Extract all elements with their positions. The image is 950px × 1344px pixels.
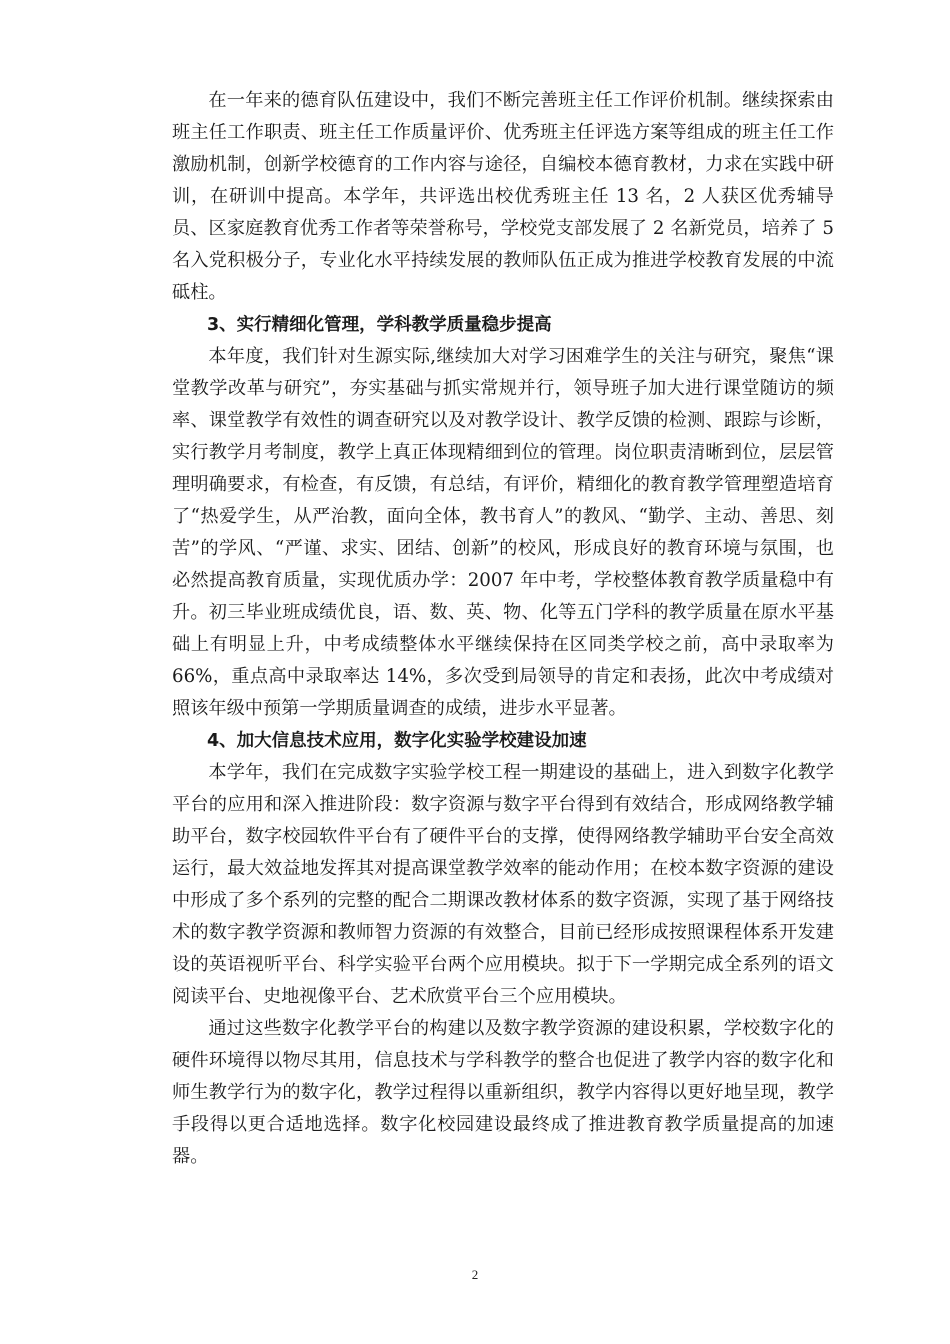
- paragraph-moral-team: 在一年来的德育队伍建设中，我们不断完善班主任工作评价机制。继续探索由班主任工作职责、班主任工作质量评价、优秀班主任评选方案等组成的班主任工作激励机制，创新学校德育的工作内容与途径，自编校本德育教材，力求在实践中研训，在研训中提高。本学年，共评选出校优秀班主任 13 名，2 人获区优秀辅导员、区家庭教育优秀工作者等荣誉称号，学校党支部发展了 2 名新党员，培养了 5 名入党积极分子，专业化水平持续发展的教师队伍正成为推进学校教育发展的中流砥柱。: [172, 90, 834, 303]
- paragraph-digital-platform: 本学年，我们在完成数字实验学校工程一期建设的基础上，进入到数字化教学平台的应用和深入推进阶段：数字资源与数字平台得到有效结合，形成网络教学辅助平台，数字校园软件平台有了硬件平台的支撑，使得网络教学辅助平台安全高效运行，最大效益地发挥其对提高课堂教学效率的能动作用；在校本数字资源的建设中形成了多个系列的完整的配合二期课改教材体系的数字资源，实现了基于网络技术的数字教学资源和教师智力资源的有效整合，目前已经形成按照课程体系开发建设的英语视听平台、科学实验平台两个应用模块。拟于下一学期完成全系列的语文阅读平台、史地视像平台、艺术欣赏平台三个应用模块。: [172, 762, 834, 1007]
- section-heading-4: 4、加大信息技术应用，数字化实验学校建设加速: [207, 731, 587, 751]
- section-heading-3: 3、实行精细化管理，学科教学质量稳步提高: [207, 315, 552, 335]
- page-number: 2: [471, 1267, 479, 1282]
- paragraph-digital-campus: 通过这些数字化教学平台的构建以及数字教学资源的建设积累，学校数字化的硬件环境得以物尽其用，信息技术与学科教学的整合也促进了教学内容的数字化和师生教学行为的数字化，教学过程得以重新组织，教学内容得以更好地呈现，教学手段得以更合适地选择。数字化校园建设最终成了推进教育教学质量提高的加速器。: [172, 1018, 834, 1167]
- document-body: [172, 85, 834, 1173]
- paragraph-refined-management: 本年度，我们针对生源实际,继续加大对学习困难学生的关注与研究，聚焦“课堂教学改革与研究”，夯实基础与抓实常规并行，领导班子加大进行课堂随访的频率、课堂教学有效性的调查研究以及对教学设计、教学反馈的检测、跟踪与诊断，实行教学月考制度，教学上真正体现精细到位的管理。岗位职责清晰到位，层层管理明确要求，有检查，有反馈，有总结，有评价，精细化的教育教学管理塑造培育了“热爱学生，从严治教，面向全体，教书育人”的教风、“勤学、主动、善思、刻苦”的学风、“严谨、求实、团结、创新”的校风，形成良好的教育环境与氛围，也必然提高教育质量，实现优质办学：2007 年中考，学校整体教育教学质量稳中有升。初三毕业班成绩优良，语、数、英、物、化等五门学科的教学质量在原水平基础上有明显上升，中考成绩整体水平继续保持在区同类学校之前，高中录取率为 66%，重点高中录取率达 14%，多次受到局领导的肯定和表扬，此次中考成绩对照该年级中预第一学期质量调查的成绩，进步水平显著。: [172, 346, 834, 719]
